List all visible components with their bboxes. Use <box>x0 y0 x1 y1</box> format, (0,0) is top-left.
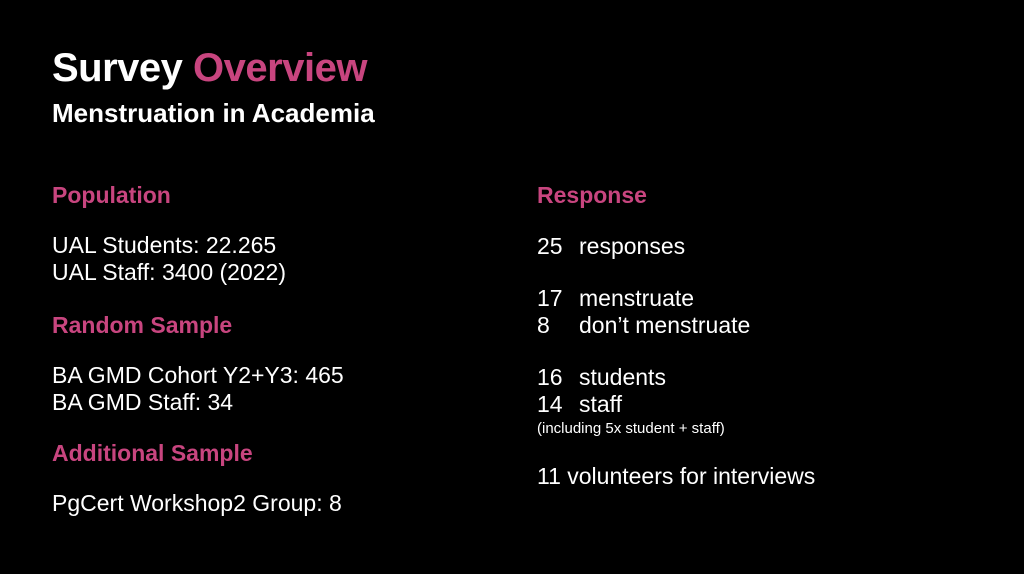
response-heading: Response <box>537 182 647 208</box>
response-row-dont-menstruate <box>537 312 750 339</box>
staff-label: staff <box>579 391 623 417</box>
staff-count: 14 <box>537 391 563 417</box>
population-heading: Population <box>52 182 171 208</box>
menstruate-label: menstruate <box>579 285 695 311</box>
random-sample-line-cohort: BA GMD Cohort Y2+Y3: 465 <box>52 362 344 388</box>
dont-menstruate-label: don’t menstruate <box>579 312 751 338</box>
staff-note: (including 5x student + staff) <box>537 420 725 437</box>
menstruate-count: 17 <box>537 285 563 311</box>
population-line-staff: UAL Staff: 3400 (2022) <box>52 259 286 285</box>
additional-sample-heading: Additional Sample <box>52 440 253 466</box>
response-row-students <box>537 364 666 391</box>
response-count: 25 <box>537 233 563 259</box>
title-part-2: Overview <box>193 46 367 90</box>
response-row-responses <box>537 233 685 260</box>
volunteers-line: 11 volunteers for interviews <box>537 463 816 489</box>
slide-subtitle: Menstruation in Academia <box>52 98 375 128</box>
dont-menstruate-count: 8 <box>537 312 550 338</box>
random-sample-heading: Random Sample <box>52 312 233 338</box>
population-line-students: UAL Students: 22.265 <box>52 232 277 258</box>
response-row-menstruate <box>537 285 694 312</box>
response-label: responses <box>579 233 686 259</box>
response-row-staff <box>537 391 622 418</box>
slide-title <box>52 46 367 91</box>
random-sample-line-staff: BA GMD Staff: 34 <box>52 389 234 415</box>
title-part-1: Survey <box>52 46 183 90</box>
additional-sample-line-group: PgCert Workshop2 Group: 8 <box>52 490 342 516</box>
students-count: 16 <box>537 364 563 390</box>
students-label: students <box>579 364 666 390</box>
